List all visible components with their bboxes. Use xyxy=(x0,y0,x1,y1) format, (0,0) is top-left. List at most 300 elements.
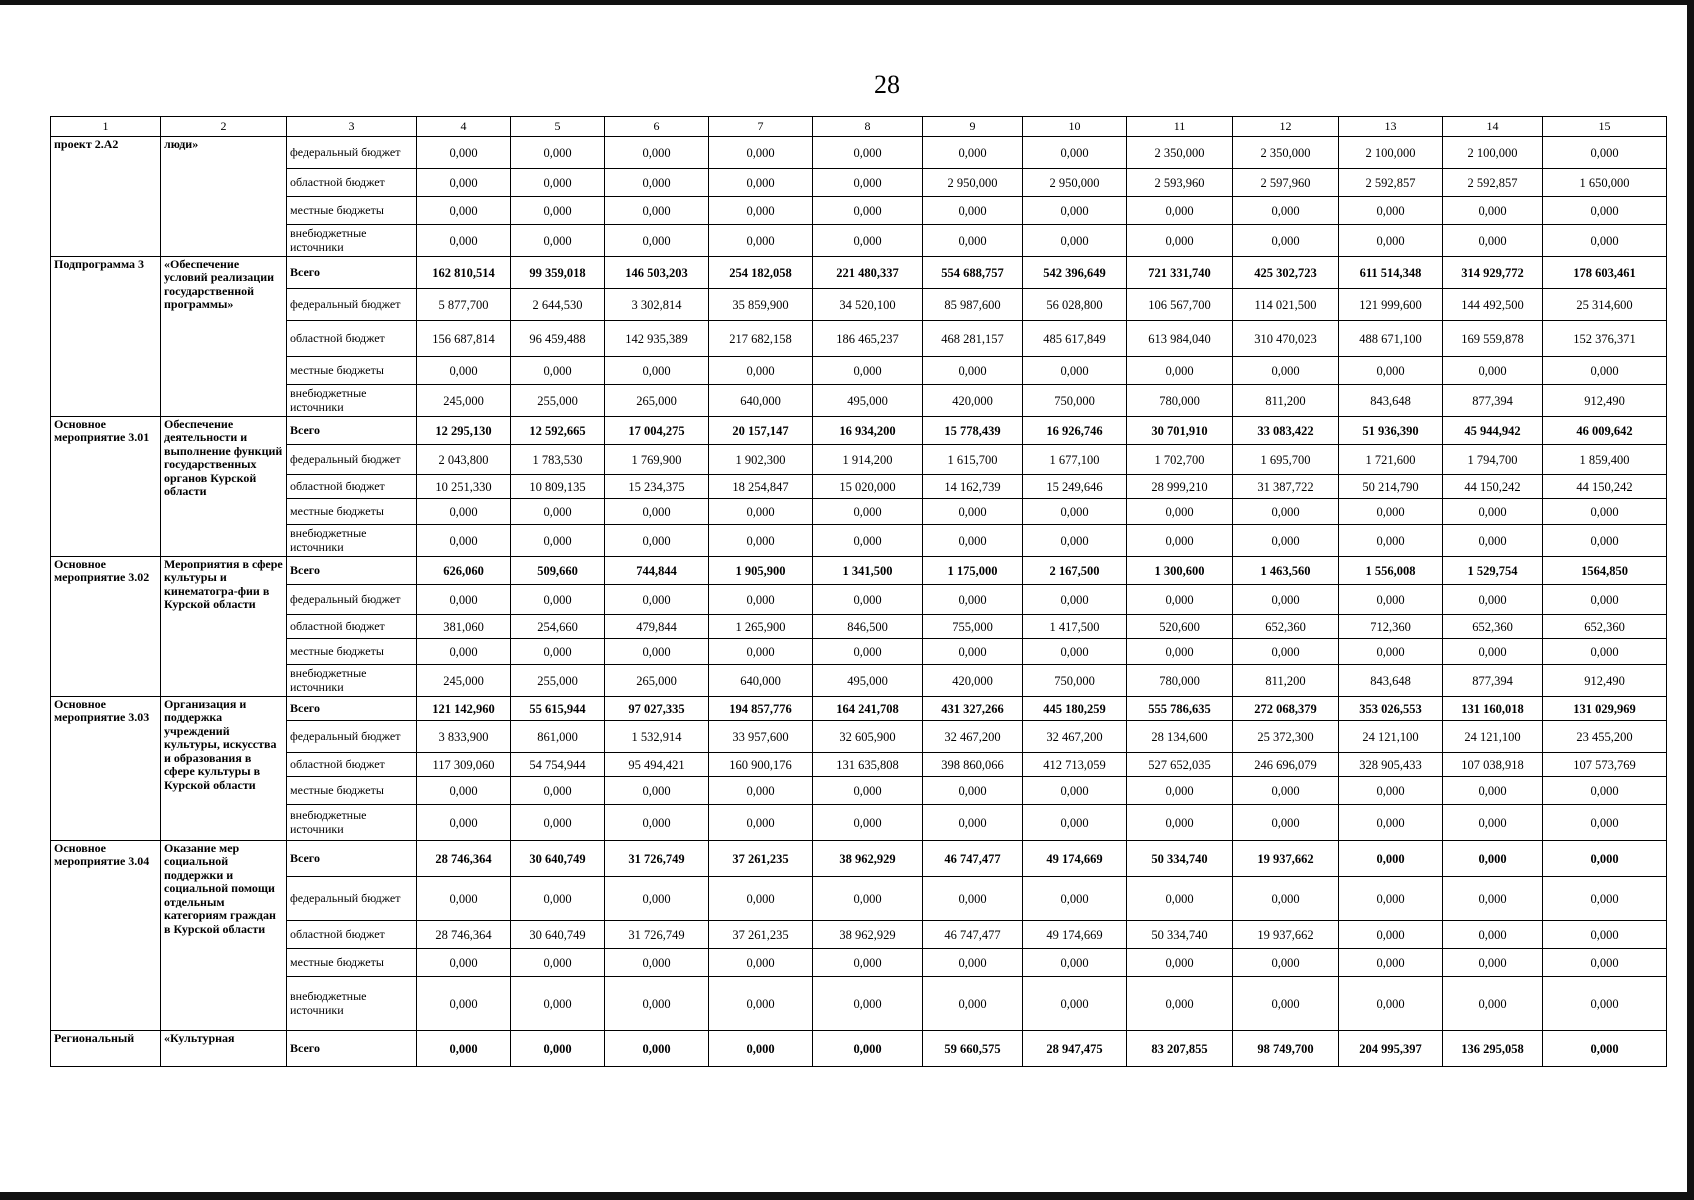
value-cell-col-13: 0,000 xyxy=(1339,841,1443,877)
value-cell-col-13: 353 026,553 xyxy=(1339,697,1443,721)
value-cell-col-10: 2 950,000 xyxy=(1023,169,1127,197)
value-cell-col-6: 0,000 xyxy=(605,525,709,557)
value-cell-col-11: 0,000 xyxy=(1127,525,1233,557)
value-cell-col-11: 527 652,035 xyxy=(1127,753,1233,777)
value-cell-col-13: 328 905,433 xyxy=(1339,753,1443,777)
value-cell-col-13: 0,000 xyxy=(1339,225,1443,257)
value-cell-col-7: 0,000 xyxy=(709,949,813,977)
value-cell-col-14: 136 295,058 xyxy=(1443,1031,1543,1067)
value-cell-col-6: 744,844 xyxy=(605,557,709,585)
value-cell-col-12: 0,000 xyxy=(1233,357,1339,385)
value-cell-col-10: 0,000 xyxy=(1023,949,1127,977)
value-cell-col-13: 50 214,790 xyxy=(1339,475,1443,499)
table-row xyxy=(51,697,1667,721)
funding-source-cell: Всего xyxy=(287,417,417,445)
value-cell-col-5: 12 592,665 xyxy=(511,417,605,445)
value-cell-col-5: 30 640,749 xyxy=(511,841,605,877)
value-cell-col-8: 846,500 xyxy=(813,615,923,639)
value-cell-col-13: 712,360 xyxy=(1339,615,1443,639)
funding-source-cell: Всего xyxy=(287,257,417,289)
value-cell-col-12: 0,000 xyxy=(1233,977,1339,1031)
value-cell-col-11: 0,000 xyxy=(1127,639,1233,665)
value-cell-col-4: 0,000 xyxy=(417,357,511,385)
value-cell-col-11: 0,000 xyxy=(1127,949,1233,977)
value-cell-col-4: 626,060 xyxy=(417,557,511,585)
table-row xyxy=(51,289,1667,321)
value-cell-col-11: 30 701,910 xyxy=(1127,417,1233,445)
value-cell-col-14: 0,000 xyxy=(1443,805,1543,841)
value-cell-col-13: 0,000 xyxy=(1339,525,1443,557)
program-title-cell: Мероприятия в сфере культуры и кинематогра-фии в Курской области xyxy=(161,557,287,697)
value-cell-col-8: 0,000 xyxy=(813,137,923,169)
value-cell-col-14: 144 492,500 xyxy=(1443,289,1543,321)
value-cell-col-14: 0,000 xyxy=(1443,841,1543,877)
value-cell-col-9: 0,000 xyxy=(923,197,1023,225)
value-cell-col-9: 0,000 xyxy=(923,805,1023,841)
value-cell-col-6: 15 234,375 xyxy=(605,475,709,499)
value-cell-col-8: 495,000 xyxy=(813,385,923,417)
value-cell-col-10: 0,000 xyxy=(1023,639,1127,665)
value-cell-col-13: 843,648 xyxy=(1339,665,1443,697)
value-cell-col-13: 0,000 xyxy=(1339,977,1443,1031)
value-cell-col-6: 31 726,749 xyxy=(605,841,709,877)
value-cell-col-9: 0,000 xyxy=(923,225,1023,257)
value-cell-col-12: 272 068,379 xyxy=(1233,697,1339,721)
program-code-cell: проект 2.А2 xyxy=(51,137,161,257)
value-cell-col-12: 25 372,300 xyxy=(1233,721,1339,753)
value-cell-col-8: 1 914,200 xyxy=(813,445,923,475)
value-cell-col-12: 19 937,662 xyxy=(1233,841,1339,877)
value-cell-col-8: 0,000 xyxy=(813,805,923,841)
column-header-1: 1 xyxy=(51,117,161,137)
value-cell-col-6: 265,000 xyxy=(605,385,709,417)
value-cell-col-6: 0,000 xyxy=(605,977,709,1031)
value-cell-col-5: 96 459,488 xyxy=(511,321,605,357)
value-cell-col-7: 0,000 xyxy=(709,357,813,385)
value-cell-col-13: 0,000 xyxy=(1339,805,1443,841)
value-cell-col-11: 2 593,960 xyxy=(1127,169,1233,197)
program-title-cell: Обеспечение деятельности и выполнение функций государственных органов Курской области xyxy=(161,417,287,557)
page-number: 28 xyxy=(874,70,900,99)
value-cell-col-5: 55 615,944 xyxy=(511,697,605,721)
value-cell-col-9: 14 162,739 xyxy=(923,475,1023,499)
value-cell-col-8: 0,000 xyxy=(813,225,923,257)
value-cell-col-10: 750,000 xyxy=(1023,665,1127,697)
value-cell-col-12: 0,000 xyxy=(1233,197,1339,225)
value-cell-col-7: 0,000 xyxy=(709,197,813,225)
value-cell-col-13: 0,000 xyxy=(1339,499,1443,525)
value-cell-col-10: 0,000 xyxy=(1023,357,1127,385)
program-code-cell: Основное мероприятие 3.02 xyxy=(51,557,161,697)
table-row xyxy=(51,169,1667,197)
value-cell-col-5: 0,000 xyxy=(511,877,605,921)
value-cell-col-10: 0,000 xyxy=(1023,977,1127,1031)
value-cell-col-13: 0,000 xyxy=(1339,949,1443,977)
value-cell-col-4: 0,000 xyxy=(417,1031,511,1067)
value-cell-col-12: 33 083,422 xyxy=(1233,417,1339,445)
program-code-cell: Основное мероприятие 3.01 xyxy=(51,417,161,557)
funding-source-cell: федеральный бюджет xyxy=(287,877,417,921)
value-cell-col-9: 46 747,477 xyxy=(923,841,1023,877)
value-cell-col-6: 1 532,914 xyxy=(605,721,709,753)
value-cell-col-11: 520,600 xyxy=(1127,615,1233,639)
value-cell-col-14: 652,360 xyxy=(1443,615,1543,639)
value-cell-col-5: 0,000 xyxy=(511,499,605,525)
value-cell-col-4: 117 309,060 xyxy=(417,753,511,777)
value-cell-col-6: 479,844 xyxy=(605,615,709,639)
value-cell-col-13: 1 556,008 xyxy=(1339,557,1443,585)
table-row xyxy=(51,197,1667,225)
funding-source-cell: местные бюджеты xyxy=(287,357,417,385)
value-cell-col-13: 1 721,600 xyxy=(1339,445,1443,475)
value-cell-col-8: 0,000 xyxy=(813,525,923,557)
value-cell-col-7: 0,000 xyxy=(709,805,813,841)
value-cell-col-8: 0,000 xyxy=(813,357,923,385)
value-cell-col-6: 146 503,203 xyxy=(605,257,709,289)
value-cell-col-10: 0,000 xyxy=(1023,225,1127,257)
program-title-cell: «Обеспечение условий реализации государственной программы» xyxy=(161,257,287,417)
table-row xyxy=(51,137,1667,169)
value-cell-col-4: 0,000 xyxy=(417,639,511,665)
value-cell-col-8: 0,000 xyxy=(813,1031,923,1067)
column-header-12: 12 xyxy=(1233,117,1339,137)
value-cell-col-7: 1 905,900 xyxy=(709,557,813,585)
value-cell-col-15: 0,000 xyxy=(1543,841,1667,877)
value-cell-col-9: 0,000 xyxy=(923,977,1023,1031)
value-cell-col-6: 0,000 xyxy=(605,169,709,197)
funding-source-cell: местные бюджеты xyxy=(287,499,417,525)
value-cell-col-7: 640,000 xyxy=(709,665,813,697)
value-cell-col-7: 0,000 xyxy=(709,777,813,805)
table-row xyxy=(51,805,1667,841)
value-cell-col-7: 194 857,776 xyxy=(709,697,813,721)
table-row xyxy=(51,841,1667,877)
value-cell-col-14: 1 794,700 xyxy=(1443,445,1543,475)
value-cell-col-14: 0,000 xyxy=(1443,525,1543,557)
value-cell-col-5: 54 754,944 xyxy=(511,753,605,777)
value-cell-col-14: 44 150,242 xyxy=(1443,475,1543,499)
value-cell-col-8: 0,000 xyxy=(813,777,923,805)
value-cell-col-13: 0,000 xyxy=(1339,877,1443,921)
value-cell-col-7: 160 900,176 xyxy=(709,753,813,777)
value-cell-col-6: 1 769,900 xyxy=(605,445,709,475)
funding-source-cell: федеральный бюджет xyxy=(287,289,417,321)
value-cell-col-12: 1 695,700 xyxy=(1233,445,1339,475)
column-header-4: 4 xyxy=(417,117,511,137)
table-row xyxy=(51,665,1667,697)
value-cell-col-12: 98 749,700 xyxy=(1233,1031,1339,1067)
value-cell-col-14: 169 559,878 xyxy=(1443,321,1543,357)
value-cell-col-14: 107 038,918 xyxy=(1443,753,1543,777)
value-cell-col-5: 0,000 xyxy=(511,805,605,841)
value-cell-col-6: 0,000 xyxy=(605,877,709,921)
table-row xyxy=(51,977,1667,1031)
funding-source-cell: областной бюджет xyxy=(287,475,417,499)
value-cell-col-4: 0,000 xyxy=(417,585,511,615)
value-cell-col-4: 0,000 xyxy=(417,225,511,257)
value-cell-col-5: 99 359,018 xyxy=(511,257,605,289)
funding-source-cell: федеральный бюджет xyxy=(287,585,417,615)
value-cell-col-8: 32 605,900 xyxy=(813,721,923,753)
value-cell-col-11: 0,000 xyxy=(1127,585,1233,615)
table-row xyxy=(51,385,1667,417)
value-cell-col-4: 0,000 xyxy=(417,877,511,921)
funding-source-cell: Всего xyxy=(287,557,417,585)
value-cell-col-4: 156 687,814 xyxy=(417,321,511,357)
value-cell-col-7: 35 859,900 xyxy=(709,289,813,321)
value-cell-col-12: 31 387,722 xyxy=(1233,475,1339,499)
value-cell-col-13: 0,000 xyxy=(1339,921,1443,949)
value-cell-col-10: 485 617,849 xyxy=(1023,321,1127,357)
value-cell-col-4: 0,000 xyxy=(417,197,511,225)
value-cell-col-11: 50 334,740 xyxy=(1127,841,1233,877)
table-row xyxy=(51,525,1667,557)
value-cell-col-14: 2 100,000 xyxy=(1443,137,1543,169)
value-cell-col-4: 0,000 xyxy=(417,169,511,197)
table-header xyxy=(51,117,1667,137)
column-header-15: 15 xyxy=(1543,117,1667,137)
column-header-9: 9 xyxy=(923,117,1023,137)
value-cell-col-4: 162 810,514 xyxy=(417,257,511,289)
value-cell-col-7: 33 957,600 xyxy=(709,721,813,753)
value-cell-col-14: 0,000 xyxy=(1443,639,1543,665)
value-cell-col-4: 0,000 xyxy=(417,805,511,841)
value-cell-col-11: 780,000 xyxy=(1127,385,1233,417)
column-header-10: 10 xyxy=(1023,117,1127,137)
value-cell-col-13: 24 121,100 xyxy=(1339,721,1443,753)
program-title-cell: Организация и поддержка учреждений культуры, искусства и образования в сфере культуры в Курской области xyxy=(161,697,287,841)
value-cell-col-5: 10 809,135 xyxy=(511,475,605,499)
table-row xyxy=(51,585,1667,615)
value-cell-col-11: 0,000 xyxy=(1127,357,1233,385)
value-cell-col-14: 0,000 xyxy=(1443,921,1543,949)
value-cell-col-14: 0,000 xyxy=(1443,585,1543,615)
funding-source-cell: Всего xyxy=(287,1031,417,1067)
value-cell-col-10: 28 947,475 xyxy=(1023,1031,1127,1067)
value-cell-col-11: 0,000 xyxy=(1127,777,1233,805)
value-cell-col-13: 2 100,000 xyxy=(1339,137,1443,169)
value-cell-col-14: 0,000 xyxy=(1443,225,1543,257)
value-cell-col-15: 0,000 xyxy=(1543,585,1667,615)
value-cell-col-9: 468 281,157 xyxy=(923,321,1023,357)
value-cell-col-12: 0,000 xyxy=(1233,639,1339,665)
value-cell-col-8: 131 635,808 xyxy=(813,753,923,777)
value-cell-col-11: 0,000 xyxy=(1127,225,1233,257)
program-code-cell: Основное мероприятие 3.03 xyxy=(51,697,161,841)
value-cell-col-9: 398 860,066 xyxy=(923,753,1023,777)
funding-source-cell: внебюджетные источники xyxy=(287,525,417,557)
value-cell-col-10: 32 467,200 xyxy=(1023,721,1127,753)
value-cell-col-14: 2 592,857 xyxy=(1443,169,1543,197)
value-cell-col-13: 51 936,390 xyxy=(1339,417,1443,445)
value-cell-col-11: 50 334,740 xyxy=(1127,921,1233,949)
value-cell-col-8: 0,000 xyxy=(813,585,923,615)
value-cell-col-11: 613 984,040 xyxy=(1127,321,1233,357)
value-cell-col-7: 0,000 xyxy=(709,525,813,557)
value-cell-col-6: 0,000 xyxy=(605,1031,709,1067)
value-cell-col-13: 843,648 xyxy=(1339,385,1443,417)
value-cell-col-12: 0,000 xyxy=(1233,499,1339,525)
value-cell-col-6: 265,000 xyxy=(605,665,709,697)
value-cell-col-4: 121 142,960 xyxy=(417,697,511,721)
value-cell-col-11: 28 999,210 xyxy=(1127,475,1233,499)
value-cell-col-7: 1 902,300 xyxy=(709,445,813,475)
value-cell-col-10: 0,000 xyxy=(1023,805,1127,841)
value-cell-col-4: 0,000 xyxy=(417,777,511,805)
value-cell-col-7: 0,000 xyxy=(709,977,813,1031)
program-code-cell: Основное мероприятие 3.04 xyxy=(51,841,161,1031)
value-cell-col-7: 0,000 xyxy=(709,877,813,921)
value-cell-col-5: 0,000 xyxy=(511,197,605,225)
value-cell-col-15: 107 573,769 xyxy=(1543,753,1667,777)
value-cell-col-7: 18 254,847 xyxy=(709,475,813,499)
scan-border-bottom xyxy=(0,1192,1694,1200)
value-cell-col-8: 0,000 xyxy=(813,639,923,665)
funding-source-cell: местные бюджеты xyxy=(287,949,417,977)
value-cell-col-9: 0,000 xyxy=(923,777,1023,805)
value-cell-col-15: 652,360 xyxy=(1543,615,1667,639)
table-row xyxy=(51,445,1667,475)
value-cell-col-13: 0,000 xyxy=(1339,639,1443,665)
value-cell-col-14: 24 121,100 xyxy=(1443,721,1543,753)
value-cell-col-11: 721 331,740 xyxy=(1127,257,1233,289)
value-cell-col-15: 0,000 xyxy=(1543,357,1667,385)
value-cell-col-10: 445 180,259 xyxy=(1023,697,1127,721)
value-cell-col-9: 32 467,200 xyxy=(923,721,1023,753)
value-cell-col-14: 877,394 xyxy=(1443,665,1543,697)
value-cell-col-15: 0,000 xyxy=(1543,499,1667,525)
value-cell-col-10: 49 174,669 xyxy=(1023,921,1127,949)
value-cell-col-5: 0,000 xyxy=(511,977,605,1031)
value-cell-col-12: 1 463,560 xyxy=(1233,557,1339,585)
value-cell-col-14: 877,394 xyxy=(1443,385,1543,417)
value-cell-col-7: 0,000 xyxy=(709,1031,813,1067)
value-cell-col-6: 0,000 xyxy=(605,777,709,805)
value-cell-col-5: 0,000 xyxy=(511,137,605,169)
table-row xyxy=(51,921,1667,949)
value-cell-col-13: 611 514,348 xyxy=(1339,257,1443,289)
value-cell-col-14: 131 160,018 xyxy=(1443,697,1543,721)
column-header-7: 7 xyxy=(709,117,813,137)
value-cell-col-5: 0,000 xyxy=(511,225,605,257)
value-cell-col-11: 0,000 xyxy=(1127,805,1233,841)
value-cell-col-12: 0,000 xyxy=(1233,805,1339,841)
funding-source-cell: Всего xyxy=(287,697,417,721)
column-header-2: 2 xyxy=(161,117,287,137)
value-cell-col-13: 121 999,600 xyxy=(1339,289,1443,321)
value-cell-col-13: 204 995,397 xyxy=(1339,1031,1443,1067)
value-cell-col-6: 0,000 xyxy=(605,197,709,225)
value-cell-col-15: 0,000 xyxy=(1543,949,1667,977)
value-cell-col-5: 0,000 xyxy=(511,169,605,197)
value-cell-col-9: 420,000 xyxy=(923,665,1023,697)
table-row xyxy=(51,499,1667,525)
value-cell-col-8: 495,000 xyxy=(813,665,923,697)
header-row xyxy=(51,117,1667,137)
value-cell-col-7: 37 261,235 xyxy=(709,921,813,949)
value-cell-col-5: 861,000 xyxy=(511,721,605,753)
value-cell-col-15: 0,000 xyxy=(1543,197,1667,225)
value-cell-col-6: 0,000 xyxy=(605,357,709,385)
column-header-13: 13 xyxy=(1339,117,1443,137)
table-row xyxy=(51,721,1667,753)
value-cell-col-14: 0,000 xyxy=(1443,197,1543,225)
value-cell-col-12: 114 021,500 xyxy=(1233,289,1339,321)
value-cell-col-15: 44 150,242 xyxy=(1543,475,1667,499)
funding-source-cell: внебюджетные источники xyxy=(287,805,417,841)
value-cell-col-10: 0,000 xyxy=(1023,137,1127,169)
value-cell-col-6: 0,000 xyxy=(605,499,709,525)
scan-border-top xyxy=(0,0,1694,5)
value-cell-col-12: 0,000 xyxy=(1233,949,1339,977)
value-cell-col-4: 245,000 xyxy=(417,385,511,417)
value-cell-col-6: 97 027,335 xyxy=(605,697,709,721)
value-cell-col-5: 509,660 xyxy=(511,557,605,585)
value-cell-col-7: 0,000 xyxy=(709,639,813,665)
funding-source-cell: внебюджетные источники xyxy=(287,665,417,697)
value-cell-col-6: 0,000 xyxy=(605,137,709,169)
value-cell-col-15: 0,000 xyxy=(1543,805,1667,841)
value-cell-col-12: 0,000 xyxy=(1233,877,1339,921)
value-cell-col-8: 0,000 xyxy=(813,949,923,977)
program-code-cell: Региональный xyxy=(51,1031,161,1067)
value-cell-col-8: 0,000 xyxy=(813,197,923,225)
value-cell-col-9: 0,000 xyxy=(923,137,1023,169)
program-title-cell: «Культурная xyxy=(161,1031,287,1067)
value-cell-col-4: 3 833,900 xyxy=(417,721,511,753)
value-cell-col-4: 0,000 xyxy=(417,977,511,1031)
value-cell-col-12: 2 350,000 xyxy=(1233,137,1339,169)
value-cell-col-15: 0,000 xyxy=(1543,777,1667,805)
value-cell-col-10: 412 713,059 xyxy=(1023,753,1127,777)
value-cell-col-15: 0,000 xyxy=(1543,977,1667,1031)
value-cell-col-15: 152 376,371 xyxy=(1543,321,1667,357)
program-title-cell: Оказание мер социальной поддержки и социальной помощи отдельным категориям граждан в Курской области xyxy=(161,841,287,1031)
value-cell-col-8: 38 962,929 xyxy=(813,921,923,949)
value-cell-col-10: 1 677,100 xyxy=(1023,445,1127,475)
value-cell-col-8: 15 020,000 xyxy=(813,475,923,499)
value-cell-col-10: 56 028,800 xyxy=(1023,289,1127,321)
funding-source-cell: областной бюджет xyxy=(287,321,417,357)
value-cell-col-6: 31 726,749 xyxy=(605,921,709,949)
value-cell-col-9: 431 327,266 xyxy=(923,697,1023,721)
value-cell-col-8: 0,000 xyxy=(813,499,923,525)
value-cell-col-4: 0,000 xyxy=(417,499,511,525)
value-cell-col-14: 0,000 xyxy=(1443,777,1543,805)
value-cell-col-11: 1 300,600 xyxy=(1127,557,1233,585)
value-cell-col-10: 1 417,500 xyxy=(1023,615,1127,639)
value-cell-col-5: 0,000 xyxy=(511,777,605,805)
value-cell-col-6: 0,000 xyxy=(605,225,709,257)
value-cell-col-9: 2 950,000 xyxy=(923,169,1023,197)
table-row xyxy=(51,321,1667,357)
value-cell-col-10: 0,000 xyxy=(1023,877,1127,921)
funding-source-cell: внебюджетные источники xyxy=(287,385,417,417)
value-cell-col-9: 0,000 xyxy=(923,357,1023,385)
value-cell-col-12: 246 696,079 xyxy=(1233,753,1339,777)
value-cell-col-14: 1 529,754 xyxy=(1443,557,1543,585)
value-cell-col-15: 0,000 xyxy=(1543,525,1667,557)
value-cell-col-8: 186 465,237 xyxy=(813,321,923,357)
value-cell-col-6: 0,000 xyxy=(605,805,709,841)
value-cell-col-13: 0,000 xyxy=(1339,197,1443,225)
table-row xyxy=(51,777,1667,805)
value-cell-col-8: 34 520,100 xyxy=(813,289,923,321)
value-cell-col-15: 0,000 xyxy=(1543,225,1667,257)
funding-source-cell: областной бюджет xyxy=(287,921,417,949)
value-cell-col-15: 1564,850 xyxy=(1543,557,1667,585)
column-header-14: 14 xyxy=(1443,117,1543,137)
